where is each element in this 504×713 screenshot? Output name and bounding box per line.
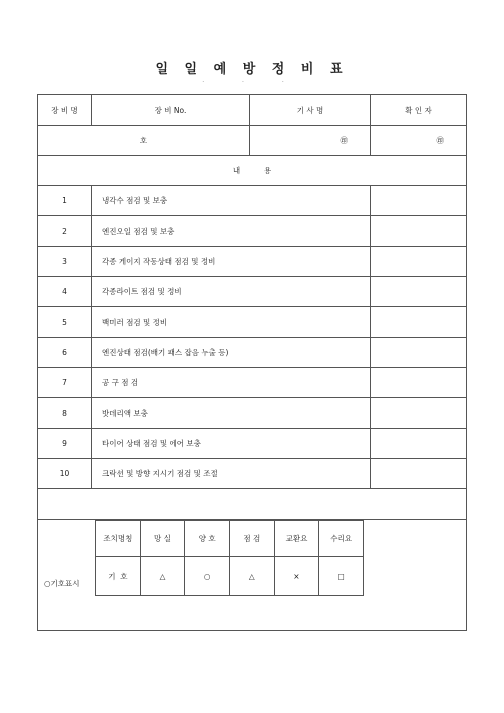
item-text: 백미러 점검 및 정비 — [92, 307, 371, 338]
item-check-cell[interactable] — [371, 429, 467, 459]
item-number: 5 — [38, 307, 92, 338]
item-number: 10 — [38, 459, 92, 489]
legend-table — [95, 520, 364, 596]
item-text: 각종 게이지 작동상태 점검 및 정비 — [92, 247, 371, 277]
item-text: 각종라이트 점검 및 정비 — [92, 277, 371, 307]
item-text: 냉각수 점검 및 보충 — [92, 186, 371, 216]
legend-header: 망 실 — [140, 521, 185, 557]
legend-header: 양 호 — [185, 521, 230, 557]
item-number: 1 — [38, 186, 92, 216]
table-row — [38, 429, 467, 459]
blank-row — [38, 489, 467, 520]
item-number: 4 — [38, 277, 92, 307]
page-title: 일 일 예 방 정 비 표 — [155, 62, 349, 77]
table-row — [38, 277, 467, 307]
legend-symbol-row — [96, 557, 364, 596]
table-row — [38, 338, 467, 368]
header-equipment-no: 장 비 No. — [92, 95, 250, 126]
header-row — [38, 95, 467, 126]
header-driver-name: 기 사 명 — [250, 95, 371, 126]
item-text: 엔진오일 점검 및 보충 — [92, 216, 371, 247]
title-dots: · · · — [202, 79, 302, 86]
table-row — [38, 368, 467, 398]
item-number: 2 — [38, 216, 92, 247]
table-row — [38, 247, 467, 277]
item-check-cell[interactable] — [371, 307, 467, 338]
item-number: 3 — [38, 247, 92, 277]
item-check-cell[interactable] — [371, 277, 467, 307]
table-row — [38, 186, 467, 216]
item-text: 타이어 상태 점검 및 에어 보충 — [92, 429, 371, 459]
legend-label: ○기호표시 — [44, 579, 80, 588]
info-row — [38, 126, 467, 156]
item-text: 밧데리액 보충 — [92, 398, 371, 429]
triangle-icon: △ — [140, 557, 185, 596]
legend-symbol-label: 기 호 — [96, 557, 141, 596]
confirmer-seal-cell: ㊞ — [371, 126, 467, 156]
legend-header: 교환요 — [274, 521, 319, 557]
equipment-no-cell: 호 — [38, 126, 250, 156]
legend-header-row — [96, 521, 364, 557]
item-check-cell[interactable] — [371, 368, 467, 398]
item-check-cell[interactable] — [371, 186, 467, 216]
table-row — [38, 459, 467, 489]
legend-header: 조치명칭 — [96, 521, 141, 557]
maintenance-table — [37, 94, 467, 631]
cross-icon: × — [274, 557, 319, 596]
blank-cell[interactable] — [38, 489, 467, 520]
legend-row — [38, 520, 467, 631]
driver-seal-cell: ㊞ — [250, 126, 371, 156]
item-text: 엔진상태 점검(배기 패스 잡음 누출 등) — [92, 338, 371, 368]
item-number: 9 — [38, 429, 92, 459]
circle-icon: ○ — [185, 557, 230, 596]
item-number: 8 — [38, 398, 92, 429]
item-check-cell[interactable] — [371, 459, 467, 489]
item-number: 6 — [38, 338, 92, 368]
header-equipment-name: 장 비 명 — [38, 95, 92, 126]
square-icon: □ — [319, 557, 364, 596]
item-number: 7 — [38, 368, 92, 398]
item-check-cell[interactable] — [371, 247, 467, 277]
header-confirmer: 확 인 자 — [371, 95, 467, 126]
legend-cell — [38, 520, 467, 631]
legend-header: 점 검 — [229, 521, 274, 557]
item-check-cell[interactable] — [371, 338, 467, 368]
item-text: 공 구 점 검 — [92, 368, 371, 398]
table-row — [38, 307, 467, 338]
item-check-cell[interactable] — [371, 398, 467, 429]
content-header: 내 용 — [38, 156, 467, 186]
table-row — [38, 398, 467, 429]
table-row — [38, 216, 467, 247]
item-check-cell[interactable] — [371, 216, 467, 247]
content-header-row — [38, 156, 467, 186]
triangle-icon: △ — [229, 557, 274, 596]
legend-header: 수리요 — [319, 521, 364, 557]
item-text: 크락션 및 방향 지시기 점검 및 조절 — [92, 459, 371, 489]
